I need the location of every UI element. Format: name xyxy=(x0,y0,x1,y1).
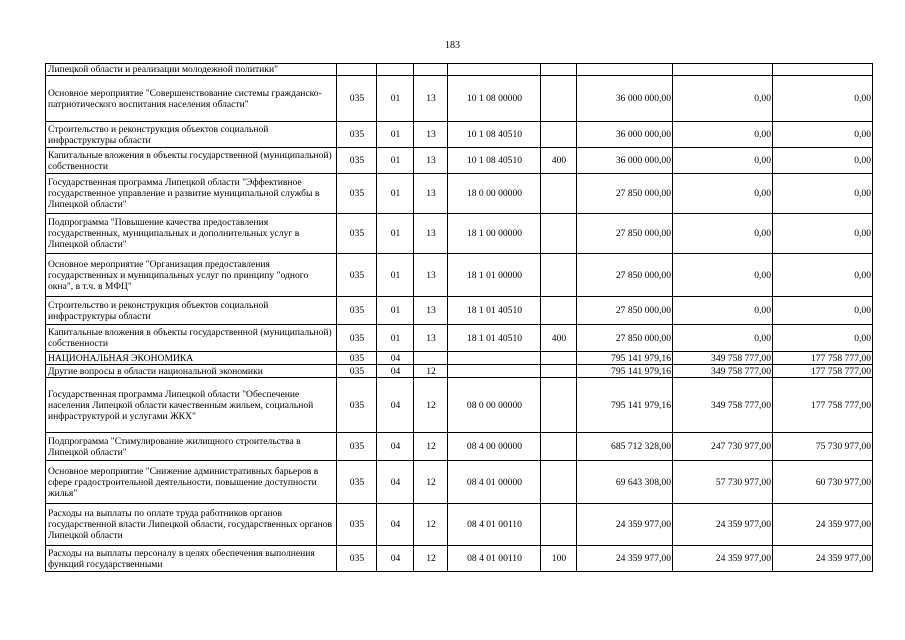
amount-year2-cell: 247 730 977,00 xyxy=(673,433,773,461)
section-code-cell: 04 xyxy=(377,546,414,572)
amount-year1-cell: 27 850 000,00 xyxy=(577,254,673,297)
row-name-cell: Капитальные вложения в объекты государственной (муниципальной) собственности xyxy=(46,148,337,174)
amount-year3-cell: 60 730 977,00 xyxy=(773,461,873,504)
amount-year3-cell xyxy=(773,64,873,76)
expense-type-cell xyxy=(541,433,577,461)
expense-type-cell xyxy=(541,122,577,148)
ministry-code-cell: 035 xyxy=(337,325,377,352)
amount-year3-cell: 0,00 xyxy=(773,76,873,122)
amount-year2-cell: 57 730 977,00 xyxy=(673,461,773,504)
table-row xyxy=(46,148,873,174)
target-article-cell: 08 4 01 00000 xyxy=(448,461,541,504)
target-article-cell: 08 0 00 00000 xyxy=(448,378,541,433)
subsection-code-cell xyxy=(414,64,448,76)
expense-type-cell xyxy=(541,214,577,254)
amount-year1-cell: 27 850 000,00 xyxy=(577,325,673,352)
section-code-cell: 04 xyxy=(377,365,414,378)
row-name-cell: Расходы на выплаты по оплате труда работников органов государственной власти Липецкой области, государственных органов Липецкой области xyxy=(46,504,337,546)
amount-year2-cell: 24 359 977,00 xyxy=(673,504,773,546)
amount-year1-cell: 795 141 979,16 xyxy=(577,352,673,365)
subsection-code-cell: 13 xyxy=(414,174,448,214)
ministry-code-cell: 035 xyxy=(337,174,377,214)
amount-year1-cell: 27 850 000,00 xyxy=(577,174,673,214)
row-name-cell: Расходы на выплаты персоналу в целях обеспечения выполнения функций государственными xyxy=(46,546,337,572)
amount-year2-cell: 0,00 xyxy=(673,254,773,297)
target-article-cell: 18 0 00 00000 xyxy=(448,174,541,214)
section-code-cell: 01 xyxy=(377,76,414,122)
ministry-code-cell: 035 xyxy=(337,297,377,325)
expense-type-cell: 400 xyxy=(541,325,577,352)
expense-type-cell xyxy=(541,254,577,297)
target-article-cell: 08 4 00 00000 xyxy=(448,433,541,461)
amount-year2-cell: 349 758 777,00 xyxy=(673,378,773,433)
table-body xyxy=(46,64,873,572)
ministry-code-cell: 035 xyxy=(337,378,377,433)
row-name-cell: Основное мероприятие "Совершенствование системы гражданско-патриотического воспитания населения области" xyxy=(46,76,337,122)
amount-year2-cell: 24 359 977,00 xyxy=(673,546,773,572)
row-name-cell: Основное мероприятие "Организация предоставления государственных и муниципальных услуг по принципу "одного окна", в т.ч. в МФЦ" xyxy=(46,254,337,297)
budget-table xyxy=(45,63,873,572)
table-row xyxy=(46,214,873,254)
target-article-cell: 18 1 01 40510 xyxy=(448,325,541,352)
section-code-cell: 01 xyxy=(377,254,414,297)
ministry-code-cell: 035 xyxy=(337,546,377,572)
section-code-cell: 01 xyxy=(377,297,414,325)
ministry-code-cell: 035 xyxy=(337,352,377,365)
amount-year3-cell: 0,00 xyxy=(773,254,873,297)
ministry-code-cell: 035 xyxy=(337,76,377,122)
amount-year2-cell: 0,00 xyxy=(673,214,773,254)
amount-year1-cell: 36 000 000,00 xyxy=(577,148,673,174)
amount-year1-cell: 36 000 000,00 xyxy=(577,122,673,148)
amount-year1-cell: 27 850 000,00 xyxy=(577,297,673,325)
expense-type-cell: 400 xyxy=(541,148,577,174)
target-article-cell: 18 1 01 40510 xyxy=(448,297,541,325)
amount-year2-cell: 0,00 xyxy=(673,174,773,214)
amount-year1-cell: 795 141 979,16 xyxy=(577,378,673,433)
table-row xyxy=(46,76,873,122)
amount-year3-cell: 24 359 977,00 xyxy=(773,546,873,572)
ministry-code-cell: 035 xyxy=(337,461,377,504)
target-article-cell: 18 1 01 00000 xyxy=(448,254,541,297)
ministry-code-cell: 035 xyxy=(337,254,377,297)
section-code-cell: 01 xyxy=(377,148,414,174)
subsection-code-cell: 12 xyxy=(414,546,448,572)
section-code-cell: 04 xyxy=(377,504,414,546)
amount-year1-cell: 685 712 328,00 xyxy=(577,433,673,461)
table-row xyxy=(46,352,873,365)
row-name-cell: Липецкой области и реализации молодежной политики" xyxy=(46,64,337,76)
section-code-cell: 01 xyxy=(377,214,414,254)
expense-type-cell xyxy=(541,461,577,504)
expense-type-cell xyxy=(541,174,577,214)
amount-year2-cell xyxy=(673,64,773,76)
amount-year3-cell: 0,00 xyxy=(773,214,873,254)
subsection-code-cell: 13 xyxy=(414,254,448,297)
table-row xyxy=(46,504,873,546)
row-name-cell: Подпрограмма "Стимулирование жилищного строительства в Липецкой области" xyxy=(46,433,337,461)
section-code-cell: 04 xyxy=(377,378,414,433)
table-row xyxy=(46,546,873,572)
table-row xyxy=(46,297,873,325)
subsection-code-cell: 13 xyxy=(414,325,448,352)
amount-year1-cell: 795 141 979,16 xyxy=(577,365,673,378)
target-article-cell: 10 1 08 00000 xyxy=(448,76,541,122)
ministry-code-cell: 035 xyxy=(337,122,377,148)
amount-year1-cell xyxy=(577,64,673,76)
amount-year2-cell: 0,00 xyxy=(673,148,773,174)
amount-year2-cell: 0,00 xyxy=(673,122,773,148)
expense-type-cell xyxy=(541,378,577,433)
subsection-code-cell: 13 xyxy=(414,148,448,174)
subsection-code-cell: 13 xyxy=(414,297,448,325)
row-name-cell: Строительство и реконструкция объектов социальной инфраструктуры области xyxy=(46,122,337,148)
subsection-code-cell: 13 xyxy=(414,76,448,122)
amount-year3-cell: 0,00 xyxy=(773,122,873,148)
section-code-cell: 01 xyxy=(377,122,414,148)
target-article-cell xyxy=(448,352,541,365)
target-article-cell: 10 1 08 40510 xyxy=(448,148,541,174)
row-name-cell: Основное мероприятие "Снижение административных барьеров в сфере градостроительной деятельности, повышение доступности жилья" xyxy=(46,461,337,504)
amount-year1-cell: 27 850 000,00 xyxy=(577,214,673,254)
amount-year3-cell: 0,00 xyxy=(773,148,873,174)
ministry-code-cell: 035 xyxy=(337,214,377,254)
ministry-code-cell: 035 xyxy=(337,433,377,461)
amount-year3-cell: 24 359 977,00 xyxy=(773,504,873,546)
expense-type-cell xyxy=(541,76,577,122)
amount-year3-cell: 177 758 777,00 xyxy=(773,378,873,433)
amount-year1-cell: 36 000 000,00 xyxy=(577,76,673,122)
page-number: 183 xyxy=(445,40,460,51)
target-article-cell: 08 4 01 00110 xyxy=(448,546,541,572)
table-row xyxy=(46,64,873,76)
table-row xyxy=(46,122,873,148)
subsection-code-cell: 13 xyxy=(414,122,448,148)
ministry-code-cell: 035 xyxy=(337,365,377,378)
amount-year3-cell: 0,00 xyxy=(773,325,873,352)
target-article-cell xyxy=(448,64,541,76)
ministry-code-cell: 035 xyxy=(337,148,377,174)
amount-year1-cell: 24 359 977,00 xyxy=(577,546,673,572)
ministry-code-cell xyxy=(337,64,377,76)
amount-year3-cell: 177 758 777,00 xyxy=(773,365,873,378)
row-name-cell: Государственная программа Липецкой области "Обеспечение населения Липецкой области качественным жильем, социальной инфраструктурой и услугами ЖКХ" xyxy=(46,378,337,433)
expense-type-cell xyxy=(541,504,577,546)
expense-type-cell: 100 xyxy=(541,546,577,572)
target-article-cell xyxy=(448,365,541,378)
section-code-cell: 04 xyxy=(377,352,414,365)
table-row xyxy=(46,378,873,433)
row-name-cell: Капитальные вложения в объекты государственной (муниципальной) собственности xyxy=(46,325,337,352)
table-row xyxy=(46,325,873,352)
subsection-code-cell xyxy=(414,352,448,365)
table-row xyxy=(46,174,873,214)
subsection-code-cell: 12 xyxy=(414,461,448,504)
subsection-code-cell: 12 xyxy=(414,365,448,378)
table-row xyxy=(46,365,873,378)
section-code-cell xyxy=(377,64,414,76)
amount-year2-cell: 349 758 777,00 xyxy=(673,365,773,378)
amount-year3-cell: 0,00 xyxy=(773,174,873,214)
table-row xyxy=(46,254,873,297)
amount-year3-cell: 75 730 977,00 xyxy=(773,433,873,461)
section-code-cell: 01 xyxy=(377,325,414,352)
row-name-cell: Другие вопросы в области национальной экономики xyxy=(46,365,337,378)
expense-type-cell xyxy=(541,352,577,365)
section-code-cell: 04 xyxy=(377,433,414,461)
section-code-cell: 04 xyxy=(377,461,414,504)
ministry-code-cell: 035 xyxy=(337,504,377,546)
row-name-cell: Строительство и реконструкция объектов социальной инфраструктуры области xyxy=(46,297,337,325)
amount-year2-cell: 0,00 xyxy=(673,325,773,352)
row-name-cell: Государственная программа Липецкой области "Эффективное государственное управление и развитие муниципальной службы в Липецкой области" xyxy=(46,174,337,214)
expense-type-cell xyxy=(541,365,577,378)
amount-year3-cell: 177 758 777,00 xyxy=(773,352,873,365)
amount-year1-cell: 69 643 308,00 xyxy=(577,461,673,504)
amount-year1-cell: 24 359 977,00 xyxy=(577,504,673,546)
target-article-cell: 18 1 00 00000 xyxy=(448,214,541,254)
amount-year2-cell: 349 758 777,00 xyxy=(673,352,773,365)
subsection-code-cell: 12 xyxy=(414,433,448,461)
table-row xyxy=(46,433,873,461)
table-row xyxy=(46,461,873,504)
row-name-cell: Подпрограмма "Повышение качества предоставления государственных, муниципальных и дополнительных услуг в Липецкой области" xyxy=(46,214,337,254)
amount-year2-cell: 0,00 xyxy=(673,297,773,325)
section-code-cell: 01 xyxy=(377,174,414,214)
target-article-cell: 10 1 08 40510 xyxy=(448,122,541,148)
amount-year3-cell: 0,00 xyxy=(773,297,873,325)
subsection-code-cell: 13 xyxy=(414,214,448,254)
expense-type-cell xyxy=(541,297,577,325)
subsection-code-cell: 12 xyxy=(414,378,448,433)
expense-type-cell xyxy=(541,64,577,76)
amount-year2-cell: 0,00 xyxy=(673,76,773,122)
subsection-code-cell: 12 xyxy=(414,504,448,546)
target-article-cell: 08 4 01 00110 xyxy=(448,504,541,546)
row-name-cell: НАЦИОНАЛЬНАЯ ЭКОНОМИКА xyxy=(46,352,337,365)
